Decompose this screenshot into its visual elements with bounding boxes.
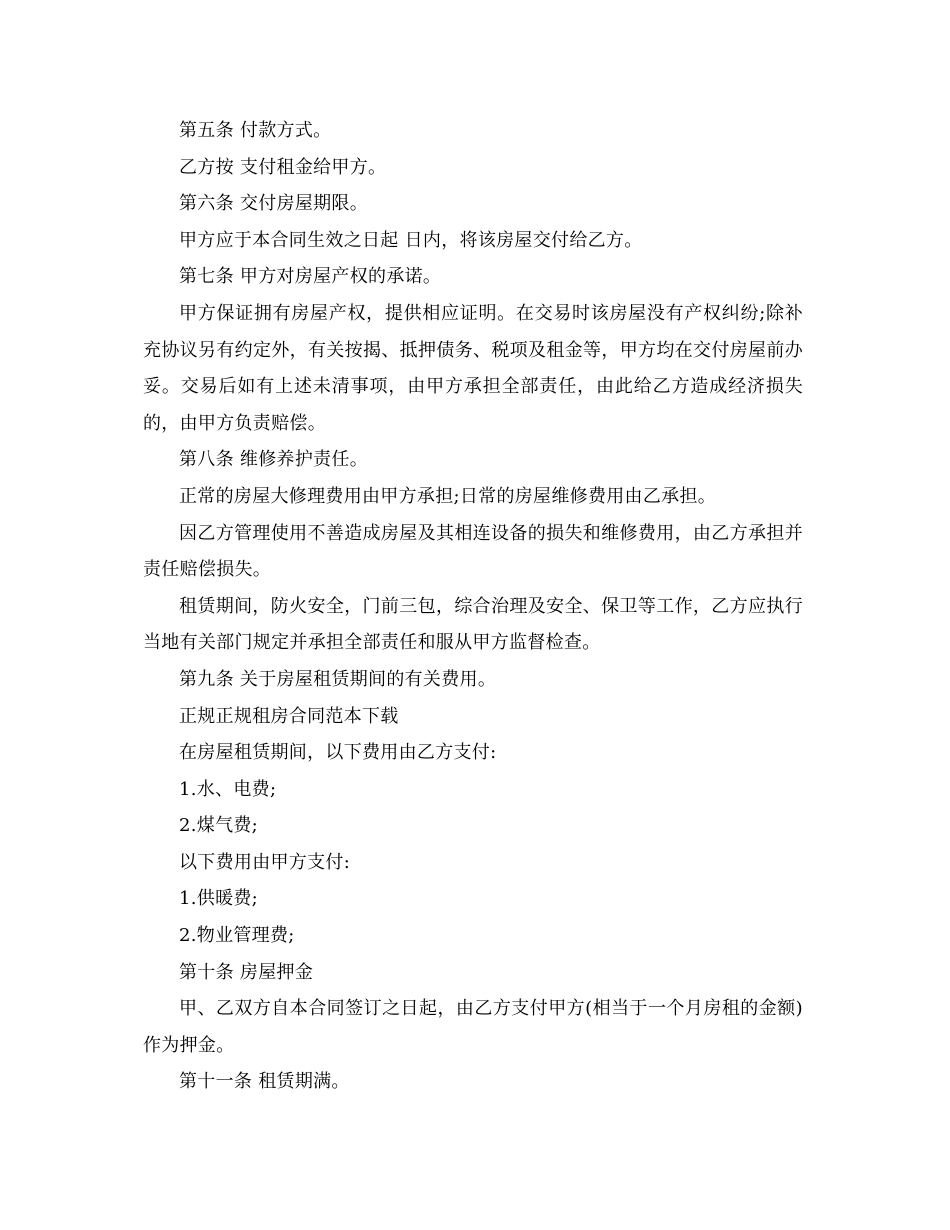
clause-10-heading: 第十条 房屋押金: [179, 961, 314, 983]
safety-duty-text: 租赁期间，防火安全，门前三包，综合治理及安全、保卫等工作，乙方应执行当地有关部门规定并承担全部责任和服从甲方监督检查。: [143, 595, 803, 654]
deposit-text: 甲、乙双方自本合同签订之日起，由乙方支付甲方(相当于一个月房租的金额)作为押金。: [143, 998, 803, 1056]
tenant-fee-item: 2.煤气费;: [179, 815, 259, 837]
payment-method-text: 乙方按 支付租金给甲方。: [179, 156, 387, 178]
clause-8-heading: 第八条 维修养护责任。: [179, 449, 369, 471]
landlord-fee-item: 2.物业管理费;: [179, 925, 295, 947]
damage-liability-text: 因乙方管理使用不善造成房屋及其相连设备的损失和维修费用，由乙方承担并责任赔偿损失。: [143, 522, 803, 581]
property-rights-text: 甲方保证拥有房屋产权，提供相应证明。在交易时该房屋没有产权纠纷;除补充协议另有约定外，有关按揭、抵押债务、税项及租金等，甲方均在交付房屋前办妥。交易后如有上述未清事项，由甲方承担全部责任，由此给乙方造成经济损失的，由甲方负责赔偿。: [143, 302, 803, 434]
tenant-fees-intro: 在房屋租赁期间，以下费用由乙方支付:: [179, 742, 497, 764]
clause-9-heading: 第九条 关于房屋租赁期间的有关费用。: [179, 668, 497, 690]
clause-5-heading: 第五条 付款方式。: [179, 120, 332, 141]
landlord-fees-intro: 以下费用由甲方支付:: [179, 851, 351, 873]
tenant-fee-item: 1.水、电费;: [179, 778, 277, 800]
clause-11-heading: 第十一条 租赁期满。: [179, 1071, 350, 1093]
landlord-fee-item: 1.供暖费;: [179, 888, 259, 910]
document-body: [143, 113, 803, 1101]
repair-cost-text: 正常的房屋大修理费用由甲方承担;日常的房屋维修费用由乙承担。: [179, 485, 717, 507]
clause-7-heading: 第七条 甲方对房屋产权的承诺。: [179, 266, 442, 288]
clause-6-heading: 第六条 交付房屋期限。: [179, 193, 369, 215]
template-download-line: 正规正规租房合同范本下载: [179, 705, 399, 727]
delivery-deadline-text: 甲方应于本合同生效之日起 日内，将该房屋交付给乙方。: [179, 229, 643, 251]
